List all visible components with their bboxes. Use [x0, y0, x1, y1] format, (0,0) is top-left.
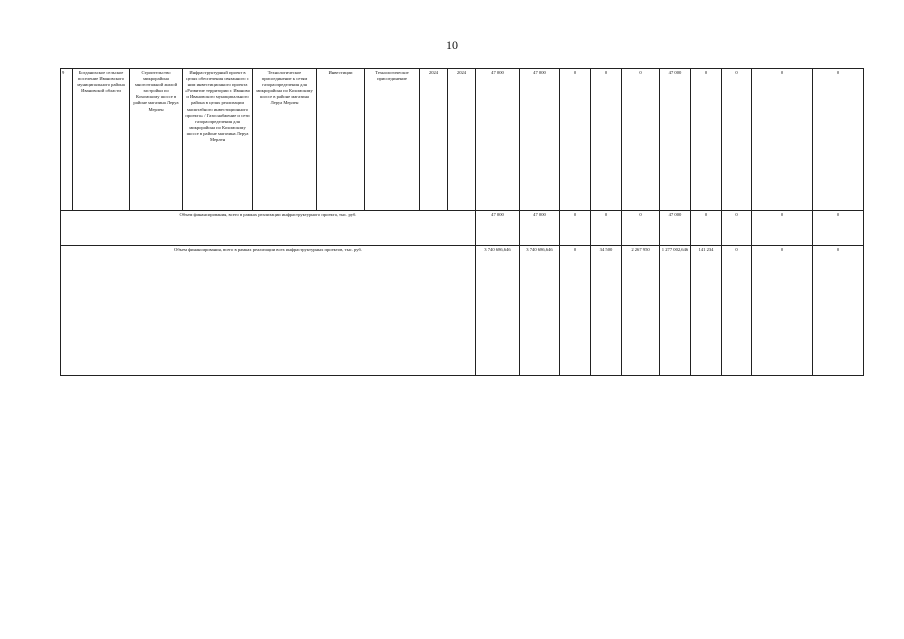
value-cell: 0 [722, 69, 752, 211]
value-cell: 47 000 [660, 69, 691, 211]
value-cell: 47 000 [476, 69, 520, 211]
total-row [61, 246, 864, 376]
total-value: 0 [813, 246, 864, 376]
row-number: 9 [61, 69, 73, 211]
total-value: 1 277 002,646 [660, 246, 691, 376]
total-value: 0 [752, 246, 813, 376]
object-cell: Строительство микрорайона многоэтажной жилой застройки по Кохомскому шоссе в районе магазина Леруа Мерлен [130, 69, 183, 211]
subtotal-value: 0 [560, 211, 591, 246]
value-cell: 0 [813, 69, 864, 211]
event-cell: Технологическое присоединение [365, 69, 420, 211]
page-number: 10 [446, 38, 458, 52]
subtotal-value: 0 [591, 211, 622, 246]
total-label: Объем финансирования, всего в рамках реализации всех инфраструктурных проектов, тыс. руб. [61, 246, 476, 376]
subtotal-value: 47 000 [520, 211, 560, 246]
total-value: 34 500 [591, 246, 622, 376]
year-end-cell: 2024 [448, 69, 476, 211]
project-cell: Инфраструктурный проект в целях обеспечения связанного с ним инвестиционного проекта «Развитие территории г. Иваново и Ивановского муниципального района в целях реализации масштабного инвестиционного проекта» / Газоснабжение и сети газораспределения для микрорайона по Кохомскому шоссе в районе магазина Леруа Мерлен [183, 69, 253, 211]
subtotal-value: 0 [752, 211, 813, 246]
table-row [61, 69, 864, 211]
type-cell: Инвестиции [317, 69, 365, 211]
financing-table [60, 68, 864, 376]
value-cell: 0 [622, 69, 660, 211]
subtotal-value: 47 000 [660, 211, 691, 246]
subtotal-label: Объем финансирования, всего в рамках реализации инфраструктурного проекта, тыс. руб. [61, 211, 476, 246]
subtotal-value: 0 [813, 211, 864, 246]
subtotal-value: 0 [722, 211, 752, 246]
subtotal-value: 47 000 [476, 211, 520, 246]
value-cell: 0 [691, 69, 722, 211]
total-value: 0 [560, 246, 591, 376]
subtotal-value: 0 [622, 211, 660, 246]
total-value: 3 740 686,646 [476, 246, 520, 376]
value-cell: 0 [560, 69, 591, 211]
value-cell: 0 [591, 69, 622, 211]
value-cell: 47 000 [520, 69, 560, 211]
total-value: 3 740 686,646 [520, 246, 560, 376]
value-cell: 0 [752, 69, 813, 211]
subject-cell: Технологическое присоединение к сетям газораспределения для микрорайона по Кохомскому шоссе в районе магазина Леруа Мерлен [253, 69, 317, 211]
subtotal-row [61, 211, 864, 246]
total-value: 2 267 950 [622, 246, 660, 376]
total-value: 0 [722, 246, 752, 376]
year-start-cell: 2024 [420, 69, 448, 211]
subtotal-value: 0 [691, 211, 722, 246]
total-value: 141 234 [691, 246, 722, 376]
municipality-cell: Богданихское сельское поселение Ивановского муниципального района Ивановской области [73, 69, 130, 211]
